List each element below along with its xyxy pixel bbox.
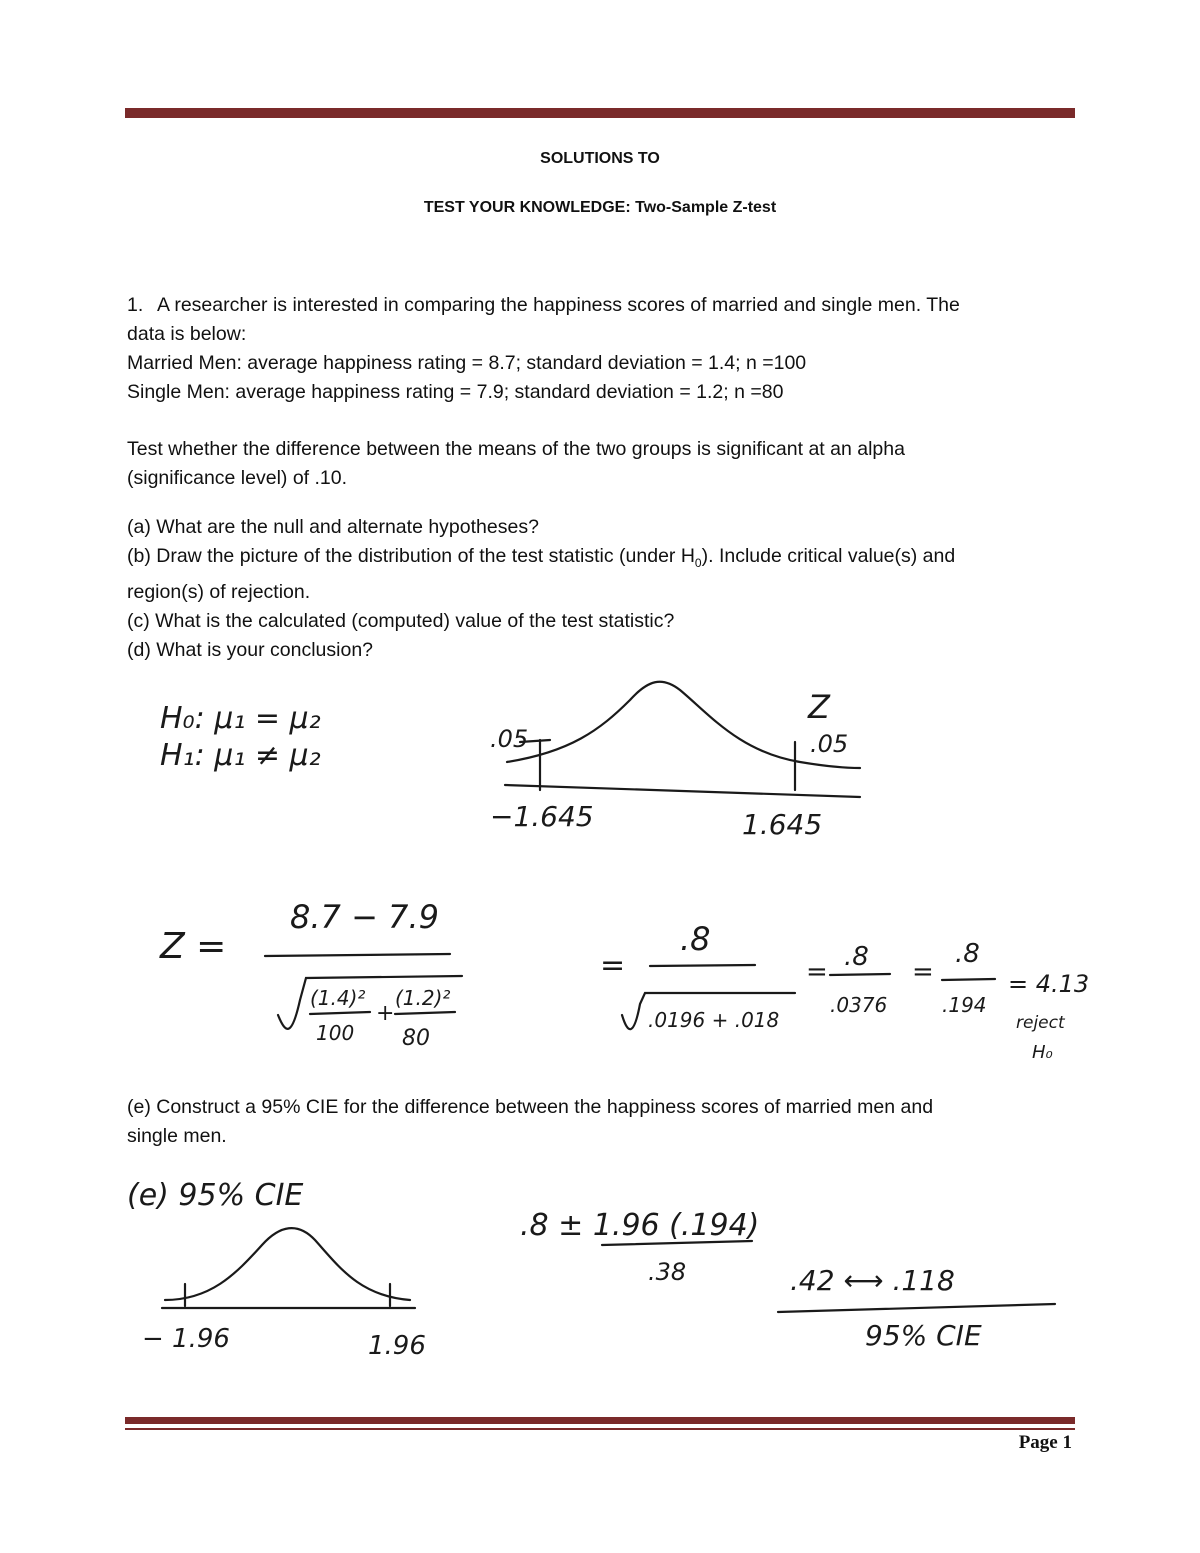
test-instruction <box>127 435 1077 493</box>
ci-interval-underline <box>778 1304 1055 1312</box>
ci-calculation: .8 ± 1.96 (.194) <box>520 1208 760 1243</box>
left-critical-value: −1.645 <box>490 800 594 833</box>
z-distribution-curve <box>507 682 860 768</box>
alternate-hypothesis: H₁: μ₁ ≠ μ₂ <box>160 738 321 773</box>
fraction-bar-4 <box>650 965 755 966</box>
fraction-bar-6 <box>942 979 995 980</box>
part-b-text-end: ). Include critical value(s) and <box>701 545 956 567</box>
ci-distribution-sketch <box>162 1228 415 1308</box>
ci-interval: .42 ⟷ .118 <box>790 1264 955 1297</box>
question-intro-cont: data is below: <box>127 323 247 345</box>
z-label: Z <box>808 688 830 726</box>
z-equals: Z = <box>160 926 227 967</box>
numerator-2: .8 <box>680 920 711 958</box>
footer-rule-thin <box>125 1428 1075 1430</box>
equals-1: = <box>600 948 626 983</box>
married-men-data: Married Men: average happiness rating = 8.7; standard deviation = 1.4; n =100 <box>127 352 807 374</box>
equals-2: = <box>806 957 828 987</box>
header-rule <box>125 108 1075 118</box>
part-e: (e) Construct a 95% CIE for the difference between the happiness scores of married men and <box>127 1096 934 1118</box>
z-result: = 4.13 <box>1008 970 1090 998</box>
ci-distribution-curve <box>165 1228 410 1300</box>
fraction-bar-1 <box>265 954 450 956</box>
null-hypothesis: H₀: μ₁ = μ₂ <box>160 701 321 736</box>
equals-3: = <box>912 957 934 987</box>
part-b <box>127 542 1077 578</box>
plus-sign: + <box>376 1001 395 1026</box>
n-single: 80 <box>402 1026 430 1051</box>
ci-caption: 95% CIE <box>865 1319 982 1352</box>
left-critical-tick-cap <box>520 740 550 742</box>
left-tail-area: .05 <box>490 725 529 753</box>
part-a: (a) What are the null and alternate hypotheses? <box>127 516 539 538</box>
sqrt-sign-1 <box>278 976 462 1029</box>
question-intro: A researcher is interested in comparing the happiness scores of married and single men. The <box>157 294 960 316</box>
denominator-3: .0376 <box>830 993 888 1017</box>
footer-rule <box>125 1417 1075 1424</box>
denominator-4: .194 <box>942 993 987 1017</box>
question-number: 1. <box>127 294 144 316</box>
margin-of-error: .38 <box>648 1258 687 1286</box>
n-married: 100 <box>316 1021 355 1045</box>
reject-note-h0: H₀ <box>1032 1042 1053 1063</box>
right-tail-area: .05 <box>810 730 849 758</box>
question-parts <box>127 513 1077 665</box>
z-distribution-sketch <box>505 682 860 797</box>
question-1 <box>127 291 1077 407</box>
test-instruction-line-1: Test whether the difference between the means of the two groups is significant at an alpha <box>127 438 905 460</box>
part-b-cont: region(s) of rejection. <box>127 580 311 603</box>
ci-right-value: 1.96 <box>368 1331 426 1361</box>
z-axis-line <box>505 785 860 797</box>
sd-single: (1.2)² <box>395 986 451 1010</box>
fraction-bar-5 <box>830 974 890 975</box>
ci-underline <box>602 1241 752 1245</box>
fraction-bar-3 <box>395 1012 455 1014</box>
right-critical-value: 1.645 <box>742 808 823 841</box>
denominator-2: .0196 + .018 <box>648 1008 780 1032</box>
part-e-cont: single men. <box>127 1125 227 1147</box>
title-line-1: SOLUTIONS TO <box>540 150 660 167</box>
numerator-4: .8 <box>955 939 980 969</box>
part-e-label: (e) 95% CIE <box>127 1178 304 1213</box>
z-numerator: 8.7 − 7.9 <box>290 898 439 936</box>
single-men-data: Single Men: average happiness rating = 7.9; standard deviation = 1.2; n =80 <box>127 381 784 403</box>
fraction-bar-2 <box>310 1012 370 1014</box>
sd-married: (1.4)² <box>310 986 366 1010</box>
ci-left-value: − 1.96 <box>142 1324 230 1354</box>
reject-note: reject <box>1016 1013 1065 1033</box>
title-line-2: TEST YOUR KNOWLEDGE: Two-Sample Z-test <box>423 199 777 216</box>
numerator-3: .8 <box>844 942 869 972</box>
part-d: (d) What is your conclusion? <box>127 638 374 661</box>
part-b-subscript: 0 <box>694 555 702 570</box>
question-part-e <box>127 1093 1077 1151</box>
sqrt-sign-2 <box>622 993 795 1029</box>
part-b-text: (b) Draw the picture of the distribution of the test statistic (under H <box>127 545 695 567</box>
part-c: (c) What is the calculated (computed) value of the test statistic? <box>127 609 675 632</box>
test-instruction-line-2: (significance level) of .10. <box>127 467 348 489</box>
page-number: Page 1 <box>1018 1432 1072 1453</box>
